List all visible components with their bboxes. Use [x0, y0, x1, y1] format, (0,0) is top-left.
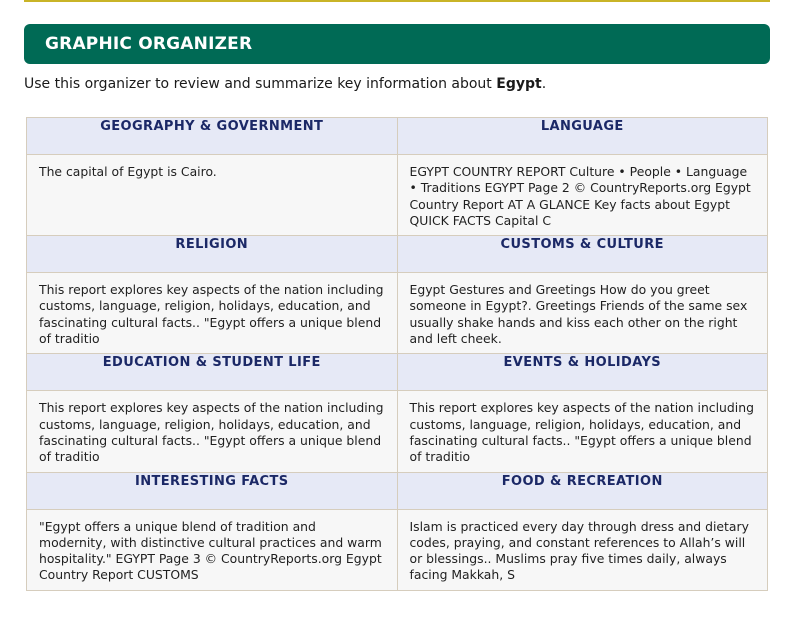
heading-events-holidays: EVENTS & HOLIDAYS	[397, 354, 768, 391]
content-row	[27, 509, 768, 590]
content-row	[27, 391, 768, 472]
heading-geography-government: GEOGRAPHY & GOVERNMENT	[27, 118, 398, 155]
content-customs-culture: Egypt Gestures and Greetings How do you greet someone in Egypt?. Greetings Friends of the same sex usually shake hands and kiss each other on the right and left cheek.	[397, 273, 768, 354]
intro-text	[24, 76, 546, 92]
heading-row	[27, 236, 768, 273]
content-events-holidays: This report explores key aspects of the nation including customs, language, religion, holidays, education, and fascinating cultural facts.. "Egypt offers a unique blend of traditio	[397, 391, 768, 472]
heading-education-student-life: EDUCATION & STUDENT LIFE	[27, 354, 398, 391]
content-row	[27, 273, 768, 354]
content-geography-government: The capital of Egypt is Cairo.	[27, 155, 398, 236]
content-language: EGYPT COUNTRY REPORT Culture • People • Language • Traditions EGYPT Page 2 © CountryReports.org Egypt Country Report AT A GLANCE Key facts about Egypt QUICK FACTS Capital C	[397, 155, 768, 236]
content-religion: This report explores key aspects of the nation including customs, language, religion, holidays, education, and fascinating cultural facts.. "Egypt offers a unique blend of traditio	[27, 273, 398, 354]
heading-food-recreation: FOOD & RECREATION	[397, 472, 768, 509]
title-banner	[24, 24, 770, 64]
content-interesting-facts: "Egypt offers a unique blend of tradition and modernity, with distinctive cultural practices and warm hospitality." EGYPT Page 3 © CountryReports.org Egypt Country Report CUSTOMS	[27, 509, 398, 590]
intro-suffix: .	[541, 76, 547, 92]
content-food-recreation: Islam is practiced every day through dress and dietary codes, praying, and constant references to Allah’s will or blessings.. Muslims pray five times daily, always facing Makkah, S	[397, 509, 768, 590]
organizer-table	[26, 117, 768, 591]
content-education-student-life: This report explores key aspects of the nation including customs, language, religion, holidays, education, and fascinating cultural facts.. "Egypt offers a unique blend of traditio	[27, 391, 398, 472]
content-row	[27, 155, 768, 236]
heading-customs-culture: CUSTOMS & CULTURE	[397, 236, 768, 273]
heading-religion: RELIGION	[27, 236, 398, 273]
heading-row	[27, 472, 768, 509]
page-title: GRAPHIC ORGANIZER	[45, 34, 253, 54]
intro-prefix: Use this organizer to review and summarize key information about	[24, 76, 497, 92]
heading-language: LANGUAGE	[397, 118, 768, 155]
heading-row	[27, 354, 768, 391]
top-divider	[24, 0, 770, 2]
heading-row	[27, 118, 768, 155]
intro-country: Egypt	[496, 76, 542, 92]
heading-interesting-facts: INTERESTING FACTS	[27, 472, 398, 509]
